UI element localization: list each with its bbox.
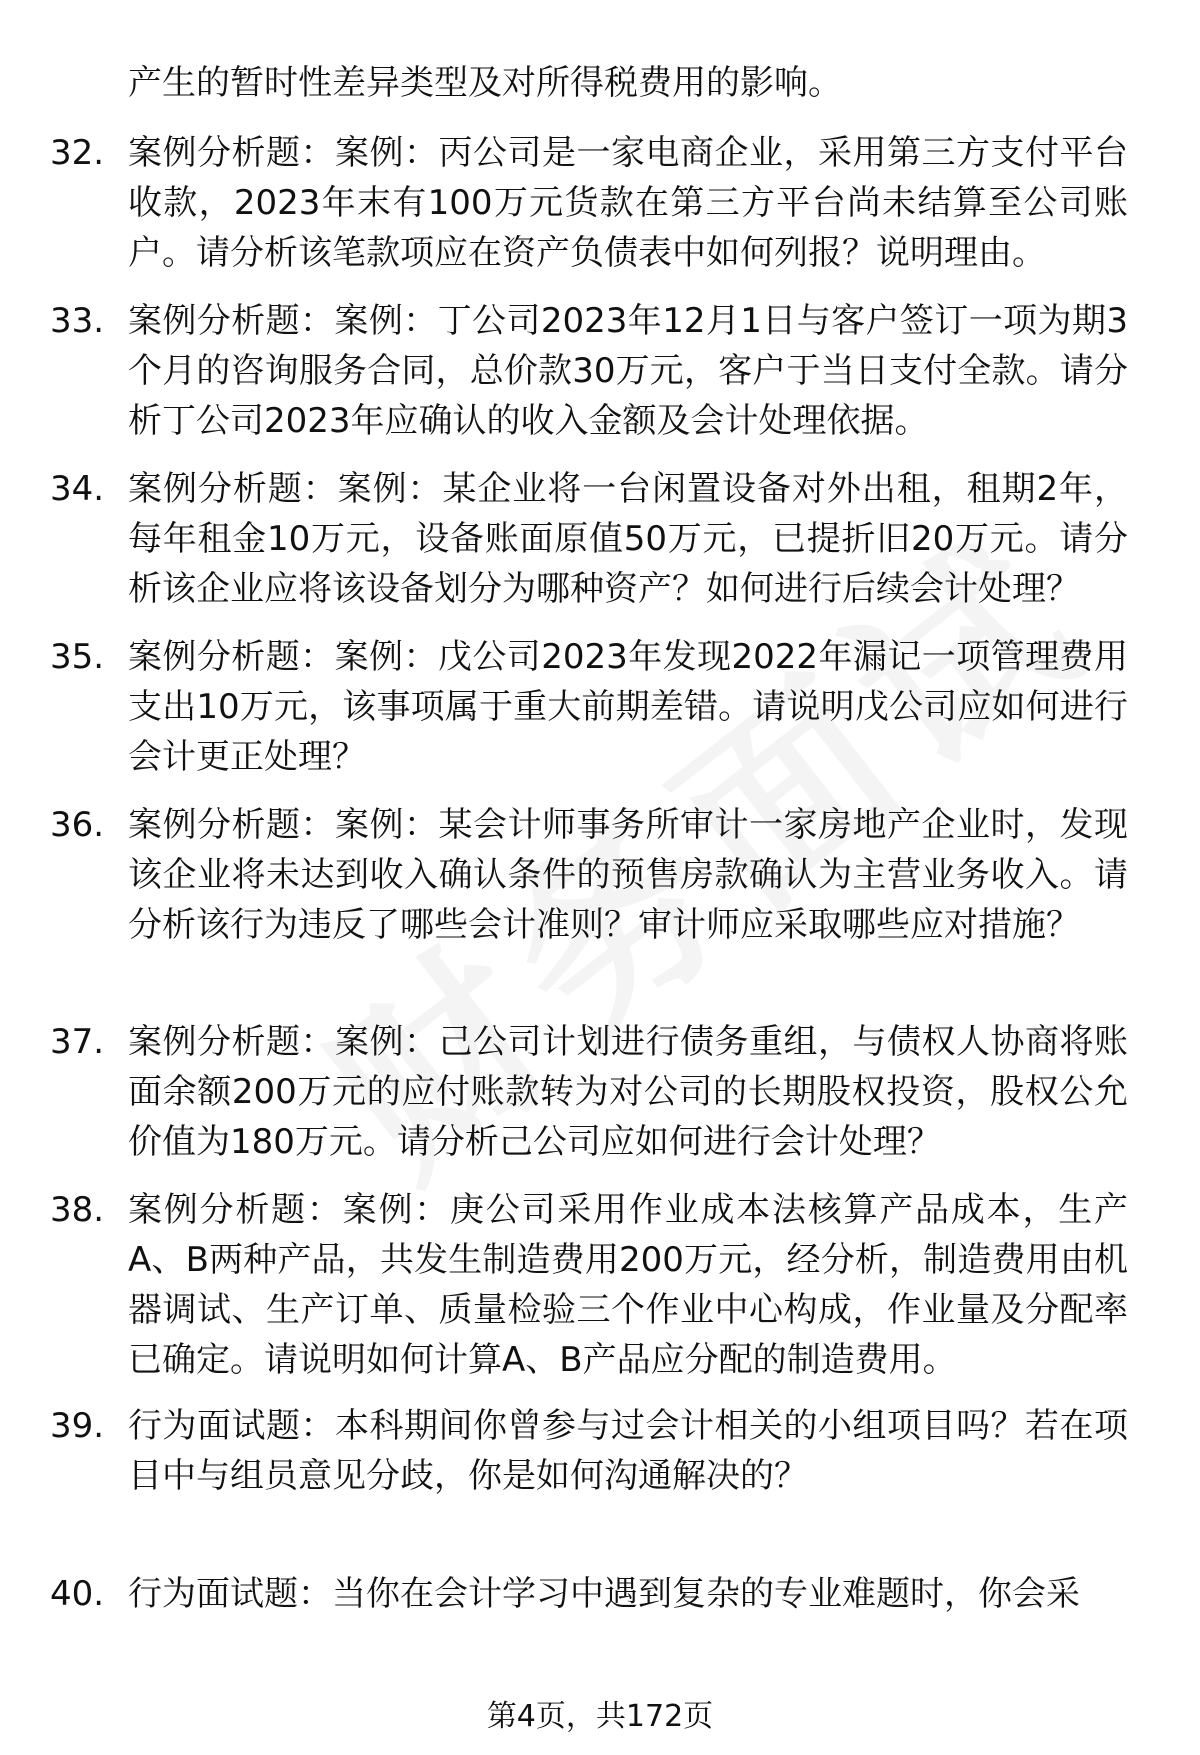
question-38 [50, 1185, 1160, 1385]
question-text: 案例分析题：案例：丁公司2023年12月1日与客户签订一项为期3个月的咨询服务合同，总价款30万元，客户于当日支付全款。请分析丁公司2023年应确认的收入金额及会计处理依据。 [128, 301, 1128, 441]
question-34 [50, 464, 1160, 614]
question-text: 案例分析题：案例：戊公司2023年发现2022年漏记一项管理费用支出10万元，该事项属于重大前期差错。请说明戊公司应如何进行会计更正处理？ [128, 637, 1128, 777]
question-number: 39. [50, 1406, 105, 1446]
question-text: 案例分析题：案例：某企业将一台闲置设备对外出租，租期2年，每年租金10万元，设备账面原值50万元，已提折旧20万元。请分析该企业应将该设备划分为哪种资产？如何进行后续会计处理？ [128, 469, 1128, 609]
question-text: 案例分析题：案例：丙公司是一家电商企业，采用第三方支付平台收款，2023年末有100万元货款在第三方平台尚未结算至公司账户。请分析该笔款项应在资产负债表中如何列报？说明理由。 [128, 133, 1128, 273]
question-32 [50, 128, 1160, 278]
question-number: 40. [50, 1574, 105, 1614]
question-text: 行为面试题：本科期间你曾参与过会计相关的小组项目吗？若在项目中与组员意见分歧，你是如何沟通解决的？ [128, 1406, 1128, 1496]
question-33 [50, 296, 1160, 446]
question-number: 32. [50, 133, 105, 173]
question-number: 36. [50, 805, 105, 845]
question-number: 35. [50, 637, 105, 677]
question-number: 33. [50, 301, 105, 341]
question-text: 案例分析题：案例：庚公司采用作业成本法核算产品成本，生产A、B两种产品，共发生制造费用200万元，经分析，制造费用由机器调试、生产订单、质量检验三个作业中心构成，作业量及分配率已确定。请说明如何计算A、B产品应分配的制造费用。 [128, 1190, 1128, 1380]
question-text: 案例分析题：案例：己公司计划进行债务重组，与债权人协商将账面余额200万元的应付账款转为对公司的长期股权投资，股权公允价值为180万元。请分析己公司应如何进行会计处理？ [128, 1022, 1128, 1162]
question-40 [50, 1569, 1160, 1619]
question-number: 34. [50, 469, 105, 509]
question-37 [50, 1017, 1160, 1167]
question-39 [50, 1401, 1160, 1501]
question-number: 37. [50, 1022, 105, 1062]
question-36 [50, 800, 1160, 950]
question-text: 案例分析题：案例：某会计师事务所审计一家房地产企业时，发现该企业将未达到收入确认条件的预售房款确认为主营业务收入。请分析该行为违反了哪些会计准则？审计师应采取哪些应对措施？ [128, 805, 1128, 945]
continuation-text: 产生的暂时性差异类型及对所得税费用的影响。 [128, 63, 842, 103]
question-number: 38. [50, 1190, 105, 1230]
page-footer: 第4页，共172页 [486, 1699, 714, 1734]
question-text: 行为面试题：当你在会计学习中遇到复杂的专业难题时，你会采 [128, 1574, 1080, 1614]
question-35 [50, 632, 1160, 782]
